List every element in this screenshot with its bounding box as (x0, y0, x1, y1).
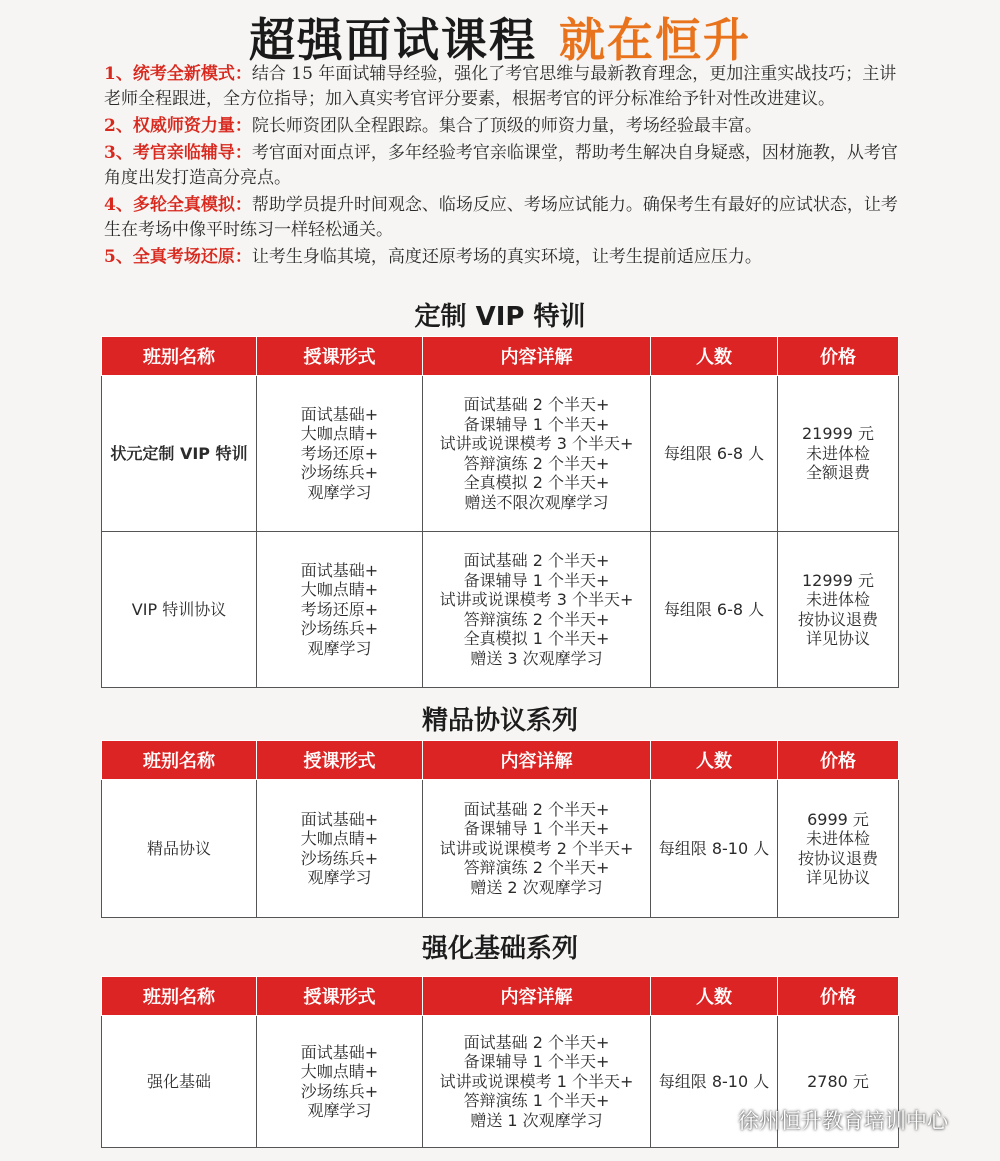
class-name: VIP 特训协议 (102, 532, 257, 688)
format-line: 沙场练兵+ (300, 1081, 379, 1101)
feature-lead: 1、统考全新模式： (104, 64, 252, 84)
header-size: 人数 (651, 337, 778, 376)
content-line: 赠送 1 次观摩学习 (470, 1110, 603, 1130)
format-line: 大咖点睛+ (300, 1062, 379, 1081)
title-main: 超强面试课程 (249, 13, 537, 67)
class-name: 状元定制 VIP 特训 (102, 376, 257, 532)
price-table-vip (101, 336, 899, 688)
feature-item (104, 62, 904, 112)
section-title-premium: 精品协议系列 (421, 706, 578, 736)
format-line: 大咖点睛+ (300, 829, 379, 848)
header-format: 授课形式 (257, 337, 423, 376)
watermark-text: 徐州恒升教育培训中心 (738, 1109, 948, 1133)
feature-lead: 3、考官亲临辅导： (104, 143, 252, 163)
watermark (700, 1100, 990, 1140)
group-size: 每组限 8-10 人 (651, 780, 778, 918)
format-line: 大咖点睛+ (300, 580, 379, 600)
content-line: 面试基础 2 个半天+ (463, 551, 610, 570)
format-cell (257, 1016, 423, 1148)
header-format: 授课形式 (257, 741, 423, 780)
header-price: 价格 (778, 741, 899, 780)
price-line: 12999 元 (802, 570, 874, 590)
table-row (102, 780, 899, 918)
title-accent: 就在恒升 (559, 13, 751, 67)
feature-text: 帮助学员提升时间观念、临场反应、考场应试能力。确保考生有最好的应试状态，让考生在考场中像平时练习一样轻松通关。 (104, 195, 898, 240)
price-line: 未进体检 (805, 443, 870, 463)
group-size: 每组限 6-8 人 (651, 376, 778, 532)
class-name: 精品协议 (102, 780, 257, 918)
format-line: 面试基础+ (300, 404, 379, 424)
content-line: 备课辅导 1 个半天+ (463, 1052, 610, 1072)
table-row (102, 532, 899, 688)
feature-item (104, 193, 904, 243)
format-line: 观摩学习 (307, 638, 372, 658)
content-line: 赠送不限次观摩学习 (464, 492, 609, 512)
price-cell (778, 532, 899, 688)
feature-text: 让考生身临其境，高度还原考场的真实环境，让考生提前适应压力。 (251, 247, 762, 267)
content-line: 赠送 2 次观摩学习 (470, 877, 603, 897)
format-cell (257, 532, 423, 688)
format-cell (257, 376, 423, 532)
page-title (0, 4, 1000, 70)
content-line: 试讲或说课模考 3 个半天+ (439, 434, 634, 453)
price-line: 2780 元 (807, 1071, 869, 1091)
group-size: 每组限 6-8 人 (651, 532, 778, 688)
format-line: 面试基础+ (300, 1042, 379, 1062)
content-line: 试讲或说课模考 3 个半天+ (439, 590, 634, 609)
format-line: 考场还原+ (300, 443, 379, 463)
header-size: 人数 (651, 741, 778, 780)
format-line: 沙场练兵+ (300, 463, 379, 483)
table-header-row (102, 337, 899, 376)
format-line: 考场还原+ (300, 599, 379, 619)
content-line: 答辩演练 2 个半天+ (463, 858, 610, 878)
content-cell (423, 532, 651, 688)
content-line: 全真模拟 2 个半天+ (463, 473, 610, 492)
class-name: 强化基础 (102, 1016, 257, 1148)
price-cell (778, 376, 899, 532)
format-line: 沙场练兵+ (300, 619, 379, 639)
feature-item (104, 114, 904, 139)
group-size: 每组限 8-10 人 (651, 1016, 778, 1148)
header-class-name: 班别名称 (102, 977, 257, 1016)
feature-lead: 4、多轮全真模拟： (104, 195, 252, 215)
format-cell (257, 780, 423, 918)
header-price: 价格 (778, 977, 899, 1016)
price-line: 未进体检 (805, 829, 870, 848)
price-table-premium (101, 740, 899, 918)
format-line: 大咖点睛+ (300, 424, 379, 444)
content-line: 试讲或说课模考 2 个半天+ (439, 838, 634, 858)
format-line: 面试基础+ (300, 809, 379, 829)
content-line: 试讲或说课模考 1 个半天+ (439, 1071, 634, 1091)
header-content: 内容详解 (423, 337, 651, 376)
price-line: 按协议退费 (797, 609, 878, 629)
feature-list (104, 62, 904, 272)
header-class-name: 班别名称 (102, 741, 257, 780)
content-line: 全真模拟 1 个半天+ (463, 629, 610, 648)
content-line: 答辩演练 2 个半天+ (463, 453, 610, 473)
feature-text: 院长师资团队全程跟踪。集合了顶级的师资力量，考场经验最丰富。 (251, 116, 762, 136)
content-line: 赠送 3 次观摩学习 (470, 648, 603, 668)
content-line: 面试基础 2 个半天+ (463, 799, 610, 819)
price-line: 21999 元 (802, 424, 874, 444)
section-title-vip: 定制 VIP 特训 (414, 302, 586, 332)
header-content: 内容详解 (423, 977, 651, 1016)
section-title-foundation: 强化基础系列 (421, 934, 578, 964)
content-line: 面试基础 2 个半天+ (463, 1032, 610, 1052)
header-price: 价格 (778, 337, 899, 376)
wechat-icon (700, 1107, 732, 1133)
header-content: 内容详解 (423, 741, 651, 780)
content-line: 答辩演练 1 个半天+ (463, 1091, 610, 1111)
content-line: 备课辅导 1 个半天+ (463, 570, 610, 590)
header-size: 人数 (651, 977, 778, 1016)
format-line: 观摩学习 (307, 868, 372, 887)
content-cell (423, 1016, 651, 1148)
feature-lead: 2、权威师资力量： (104, 116, 252, 136)
price-line: 6999 元 (807, 809, 869, 829)
feature-lead: 5、全真考场还原： (104, 247, 252, 267)
format-line: 沙场练兵+ (300, 848, 379, 868)
feature-item (104, 141, 904, 191)
content-line: 备课辅导 1 个半天+ (463, 819, 610, 839)
content-line: 备课辅导 1 个半天+ (463, 414, 610, 434)
content-cell (423, 376, 651, 532)
header-format: 授课形式 (257, 977, 423, 1016)
content-line: 答辩演练 2 个半天+ (463, 609, 610, 629)
format-line: 观摩学习 (307, 482, 372, 502)
price-line: 按协议退费 (797, 848, 878, 868)
format-line: 观摩学习 (307, 1101, 372, 1120)
table-row (102, 376, 899, 532)
content-line: 面试基础 2 个半天+ (463, 395, 610, 414)
feature-text: 考官面对面点评，多年经验考官亲临课堂，帮助考生解决自身疑惑，因材施教，从考官角度出发打造高分亮点。 (104, 143, 898, 188)
price-line: 未进体检 (805, 590, 870, 609)
price-line: 详见协议 (805, 868, 870, 887)
price-line: 全额退费 (805, 463, 870, 483)
content-cell (423, 780, 651, 918)
table-header-row (102, 977, 899, 1016)
table-header-row (102, 741, 899, 780)
feature-text: 结合 15 年面试辅导经验，强化了考官思维与最新教育理念，更加注重实战技巧；主讲老师全程跟进，全方位指导；加入真实考官评分要素，根据考官的评分标准给予针对性改进建议。 (104, 64, 897, 109)
feature-item (104, 245, 904, 270)
price-line: 详见协议 (805, 629, 870, 648)
price-cell (778, 780, 899, 918)
format-line: 面试基础+ (300, 560, 379, 580)
header-class-name: 班别名称 (102, 337, 257, 376)
